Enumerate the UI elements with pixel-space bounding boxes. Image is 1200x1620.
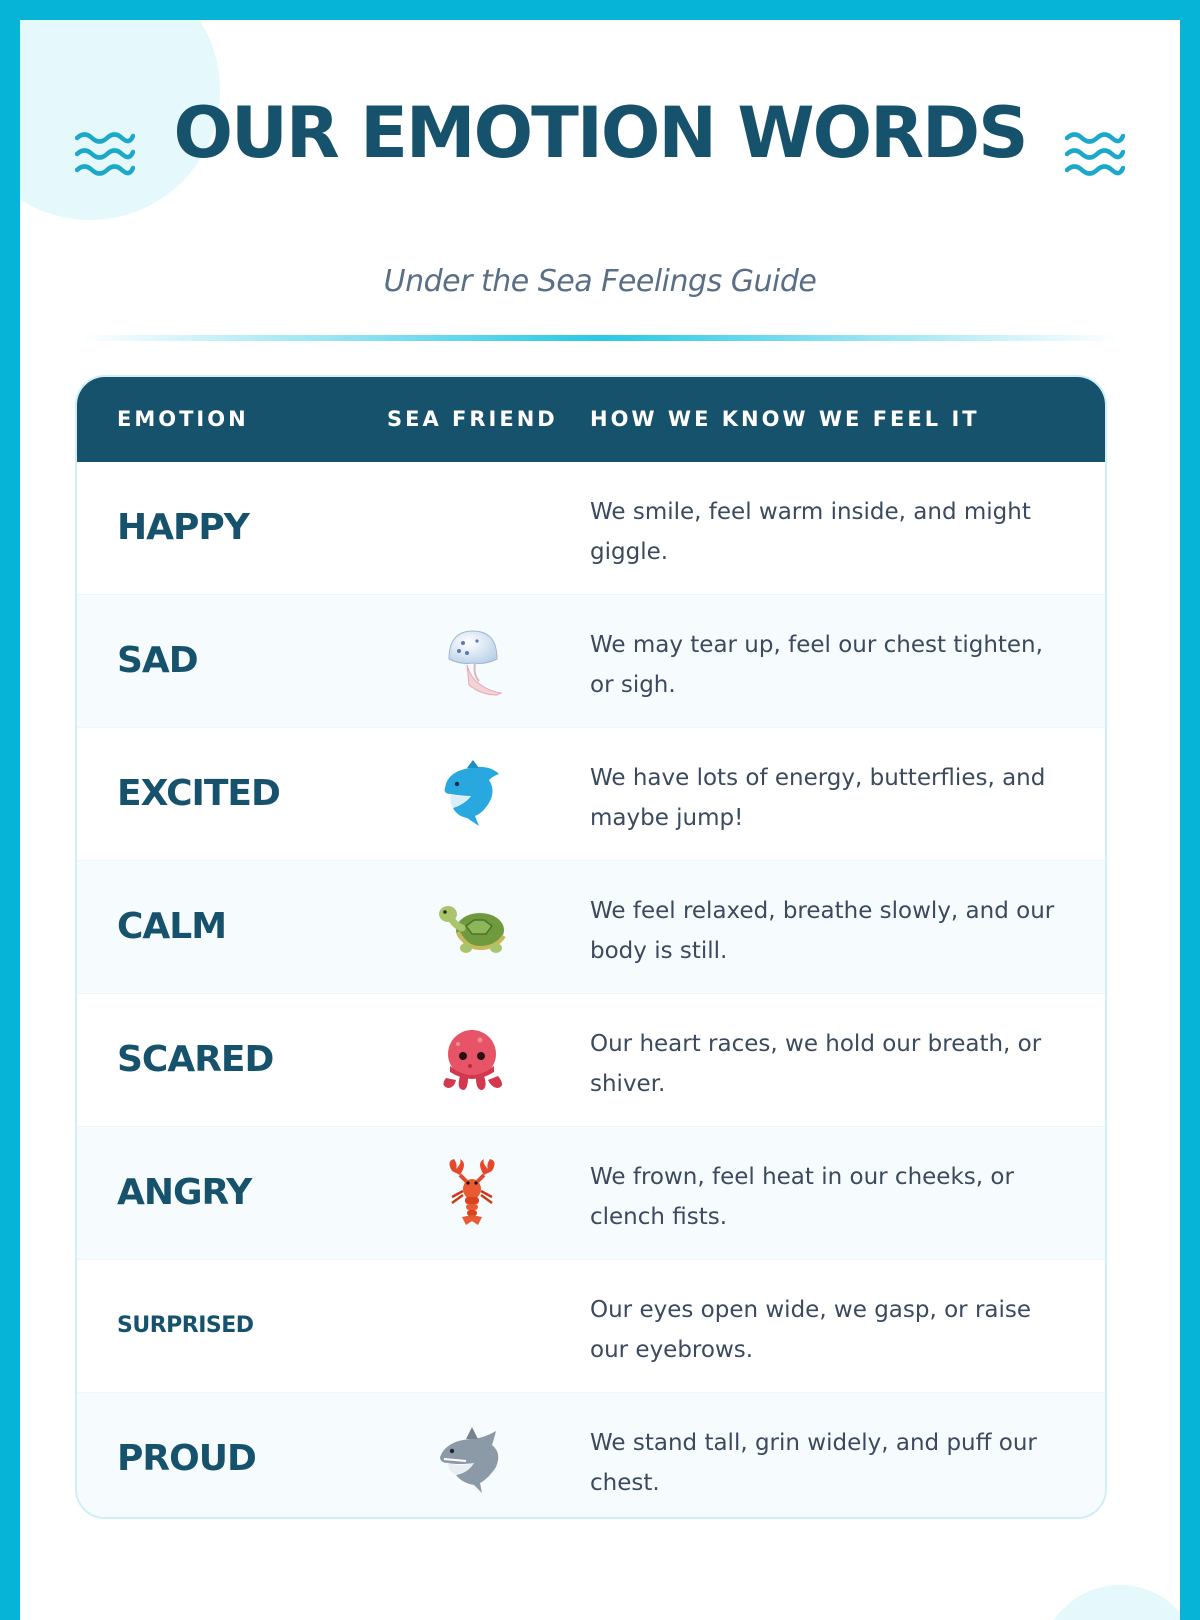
emotion-description: We feel relaxed, breathe slowly, and our body is still.	[590, 898, 1055, 964]
dolphin-icon	[437, 758, 507, 830]
page-subtitle: Under the Sea Feelings Guide	[383, 264, 817, 299]
octopus-icon	[436, 1026, 508, 1094]
emotion-table	[75, 375, 1107, 1519]
emotion-label: CALM	[117, 906, 227, 947]
emotion-label: EXCITED	[117, 773, 280, 814]
lobster-icon	[442, 1157, 502, 1229]
sea-friend-cell	[417, 754, 527, 834]
divider	[80, 335, 1120, 341]
emotion-description: We have lots of energy, butterflies, and maybe jump!	[590, 765, 1046, 831]
sea-friend-cell	[417, 1286, 527, 1366]
sea-friend-cell	[417, 488, 527, 568]
emotion-description: Our heart races, we hold our breath, or shiver.	[590, 1031, 1042, 1097]
emotion-label: PROUD	[117, 1438, 256, 1479]
table-row	[77, 1393, 1105, 1519]
turtle-icon	[436, 896, 508, 958]
emotion-label: SAD	[117, 640, 198, 681]
table-row	[77, 462, 1105, 595]
emotion-label: ANGRY	[117, 1172, 252, 1213]
column-header-sea-friend: SEA FRIEND	[387, 407, 558, 431]
table-row	[77, 1260, 1105, 1393]
page-title: OUR EMOTION WORDS	[173, 92, 1027, 174]
emotion-description: We stand tall, grin widely, and puff our chest.	[590, 1430, 1037, 1496]
table-header	[77, 377, 1105, 462]
emotion-description: Our eyes open wide, we gasp, or raise our eyebrows.	[590, 1297, 1032, 1363]
shark-icon	[436, 1423, 508, 1495]
emotion-label: SCARED	[117, 1039, 274, 1080]
sea-friend-cell	[417, 1419, 527, 1499]
table-row	[77, 861, 1105, 994]
poster-frame	[20, 20, 1180, 1620]
table-row	[77, 595, 1105, 728]
table-row	[77, 728, 1105, 861]
table-row	[77, 994, 1105, 1127]
sea-friend-cell	[417, 621, 527, 701]
emotion-label: SURPRISED	[117, 1313, 254, 1338]
sea-friend-cell	[417, 887, 527, 967]
decorative-bubble	[1040, 1585, 1180, 1620]
emotion-description: We smile, feel warm inside, and might giggle.	[590, 499, 1031, 565]
column-header-how: HOW WE KNOW WE FEEL IT	[590, 407, 980, 431]
table-row	[77, 1127, 1105, 1260]
emotion-description: We may tear up, feel our chest tighten, or sigh.	[590, 632, 1043, 698]
sea-friend-cell	[417, 1020, 527, 1100]
emotion-description: We frown, feel heat in our cheeks, or clench fists.	[590, 1164, 1014, 1230]
column-header-emotion: EMOTION	[117, 407, 249, 431]
sea-friend-cell	[417, 1153, 527, 1233]
jellyfish-icon	[437, 623, 507, 699]
emotion-label: HAPPY	[117, 507, 249, 548]
